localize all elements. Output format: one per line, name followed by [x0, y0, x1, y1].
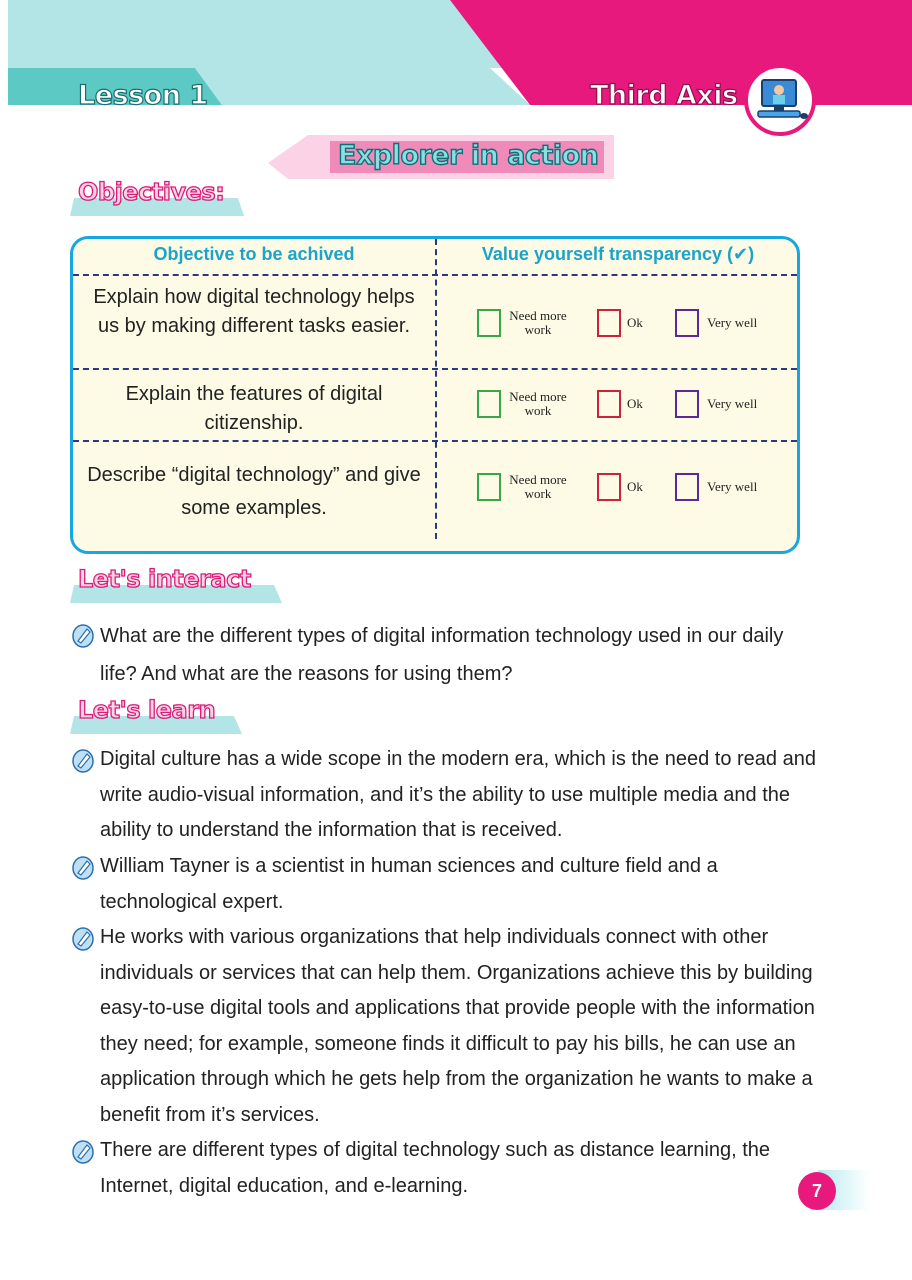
- pencil-bullet-icon: [72, 856, 94, 880]
- learn-heading-text: Let's learn: [78, 696, 216, 724]
- col-objective-header: Objective to be achived: [153, 244, 355, 264]
- very-well-label: Very well: [707, 396, 758, 411]
- very-well-label: Very well: [707, 315, 758, 330]
- lesson-label: Lesson 1: [78, 80, 208, 111]
- learn-paragraph: He works with various organizations that help individuals connect with other individuals or services that can help them. Organizations achieve this by building easy-to-use digital tools and applications that provide people with the information they need; for example, someone finds it difficult to pay his bills, he can use an application through which he gets help from the organization he wants to make a benefit from it’s services.: [100, 926, 815, 1126]
- ok-label: Ok: [627, 479, 643, 494]
- objective-cell: Describe “digital technology” and give some examples.: [87, 464, 421, 519]
- pencil-bullet-icon: [72, 749, 94, 773]
- computer-icon: [744, 64, 816, 136]
- need-more-work-checkbox[interactable]: [477, 309, 501, 337]
- need-more-work-checkbox[interactable]: [477, 390, 501, 418]
- ok-label: Ok: [627, 315, 643, 330]
- objective-cell: Explain the features of digital citizenship.: [125, 383, 383, 434]
- need-more-work-label: [503, 390, 573, 418]
- learn-heading: [68, 694, 248, 738]
- need-more-work-label: [503, 473, 573, 501]
- need-more-line1: Need more: [509, 472, 567, 487]
- ok-checkbox[interactable]: [597, 390, 621, 418]
- objectives-heading: [68, 176, 248, 220]
- interact-heading-text: Let's interact: [78, 565, 251, 593]
- interact-heading: [68, 563, 288, 607]
- explorer-title: Explorer in action: [338, 140, 599, 171]
- need-more-line1: Need more: [509, 308, 567, 323]
- learn-paragraph: William Tayner is a scientist in human sciences and culture field and a technological expert.: [100, 855, 718, 913]
- learn-paragraph: Digital culture has a wide scope in the modern era, which is the need to read and write audio-visual information, and it’s the ability to use multiple media and the ability to understand the information that is received.: [100, 748, 816, 841]
- pencil-bullet-icon: [72, 1140, 94, 1164]
- objectives-table: [70, 236, 800, 554]
- learn-paragraph: There are different types of digital technology such as distance learning, the Internet, digital education, and e-learning.: [100, 1139, 771, 1197]
- pencil-bullet-icon: [72, 927, 94, 951]
- need-more-line2: work: [524, 403, 552, 418]
- need-more-line2: work: [524, 322, 552, 337]
- ok-label: Ok: [627, 396, 643, 411]
- ok-checkbox[interactable]: [597, 309, 621, 337]
- very-well-checkbox[interactable]: [675, 390, 699, 418]
- objectives-heading-text: Objectives:: [78, 178, 225, 206]
- very-well-label: Very well: [707, 479, 758, 494]
- objective-cell: Explain how digital technology helps us by making different tasks easier.: [93, 286, 415, 337]
- very-well-checkbox[interactable]: [675, 309, 699, 337]
- need-more-work-checkbox[interactable]: [477, 473, 501, 501]
- need-more-line1: Need more: [509, 389, 567, 404]
- need-more-work-label: [503, 309, 573, 337]
- pencil-bullet-icon: [72, 624, 94, 648]
- table-column-divider: [435, 239, 437, 539]
- page-number: 7: [798, 1172, 836, 1210]
- very-well-checkbox[interactable]: [675, 473, 699, 501]
- ok-checkbox[interactable]: [597, 473, 621, 501]
- interact-question: What are the different types of digital information technology used in our daily life? And what are the reasons for using them?: [100, 625, 784, 685]
- need-more-line2: work: [524, 486, 552, 501]
- col-value-header: Value yourself transparency (✔): [481, 244, 755, 264]
- axis-label: Third Axis: [590, 80, 738, 111]
